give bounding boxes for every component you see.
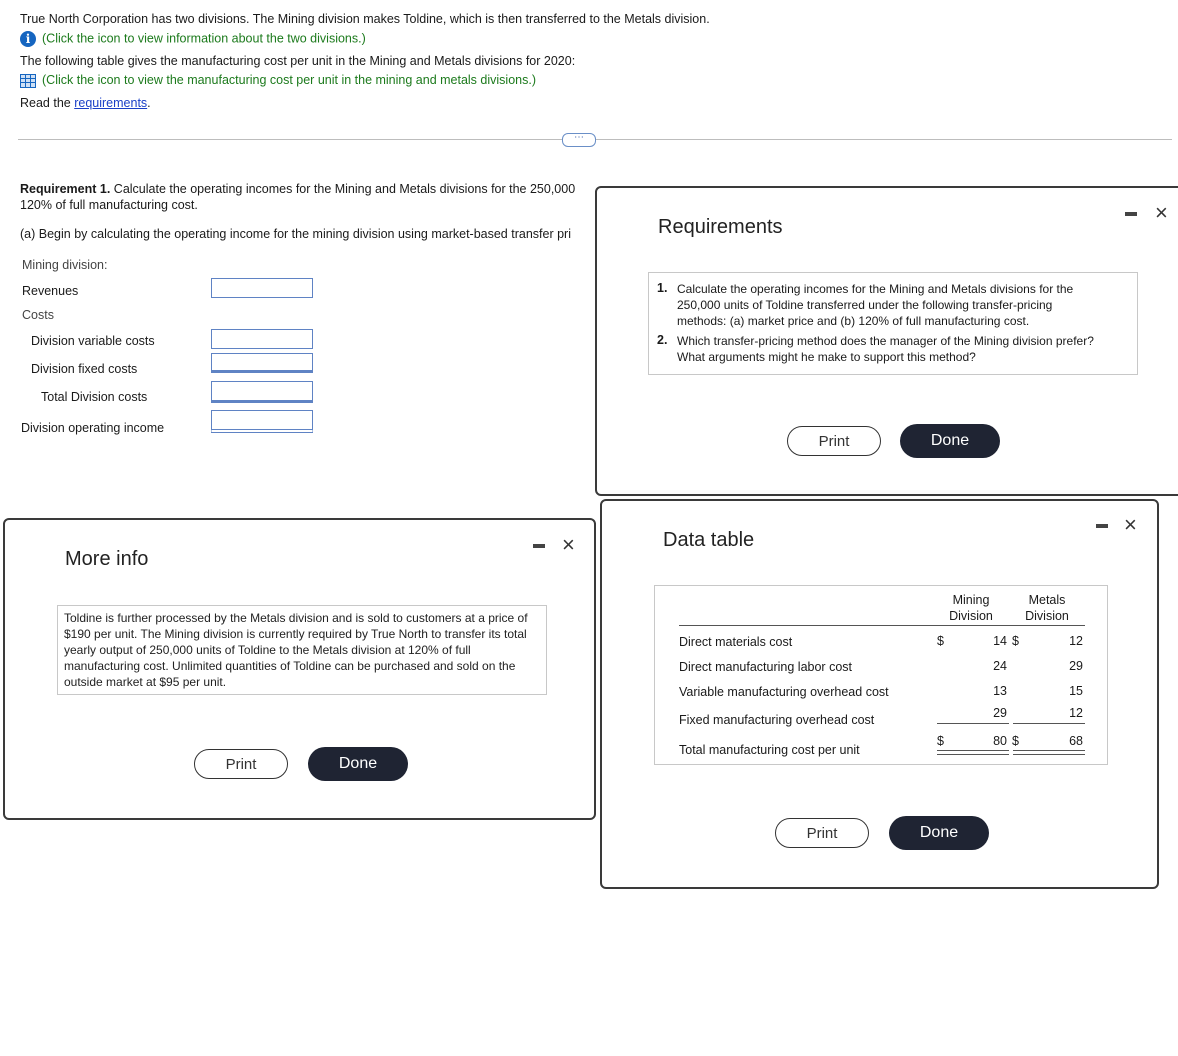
table-cell-currency: $ <box>1012 634 1019 648</box>
table-row-label: Variable manufacturing overhead cost <box>679 685 889 699</box>
minimize-icon[interactable] <box>533 544 545 548</box>
req2-line1: Which transfer-pricing method does the manager of the Mining division prefer? <box>677 334 1094 348</box>
close-icon[interactable]: × <box>1124 512 1137 537</box>
fixed-costs-input[interactable] <box>211 353 313 373</box>
more-info-modal <box>3 518 596 820</box>
table-icon[interactable] <box>20 74 36 88</box>
read-requirements-row <box>20 96 151 110</box>
info-icon[interactable]: i <box>20 31 36 47</box>
table-cell-currency: $ <box>937 734 944 748</box>
minimize-icon[interactable] <box>1125 212 1137 216</box>
print-button[interactable]: Print <box>775 818 869 848</box>
table-cell-mining: 24 <box>993 659 1007 673</box>
header-metals-line1: Metals <box>1028 593 1066 607</box>
req1-line2: 250,000 units of Toldine transferred under the following transfer-pricing <box>677 298 1053 312</box>
table-row-label: Direct materials cost <box>679 635 793 649</box>
intro-line1: True North Corporation has two divisions. The Mining division makes Toldine, which is then transferred to the Metals division. <box>20 12 710 26</box>
operating-income-input[interactable] <box>211 410 313 433</box>
table-cell-mining: 80 <box>993 734 1007 748</box>
revenues-label: Revenues <box>22 284 79 298</box>
req1-num: 1. <box>657 281 668 295</box>
costs-label: Costs <box>22 308 54 322</box>
requirements-title: Requirements <box>658 216 783 238</box>
table-cell-currency: $ <box>937 634 944 648</box>
variable-costs-label: Division variable costs <box>31 334 155 348</box>
requirements-link[interactable]: requirements <box>74 96 148 110</box>
header-metals-line2: Division <box>1025 609 1069 623</box>
requirements-modal <box>595 186 1178 496</box>
close-icon[interactable]: × <box>562 532 575 557</box>
requirements-list <box>648 272 1138 375</box>
header-metals <box>1019 592 1075 624</box>
total-double-rule-metals <box>1013 750 1085 755</box>
minimize-icon[interactable] <box>1096 524 1108 528</box>
total-double-rule-mining <box>937 750 1009 755</box>
total-costs-input[interactable] <box>211 381 313 403</box>
operating-income-label: Division operating income <box>21 421 165 435</box>
req1-text <box>677 281 1073 329</box>
requirement1-line2: 120% of full manufacturing cost. <box>20 198 198 212</box>
print-button[interactable]: Print <box>194 749 288 779</box>
revenues-input[interactable] <box>211 278 313 298</box>
info-link-row[interactable] <box>20 31 366 47</box>
data-table-modal <box>600 499 1159 889</box>
req1-line3: methods: (a) market price and (b) 120% of full manufacturing cost. <box>677 314 1030 328</box>
requirement1-heading <box>20 182 575 196</box>
done-button[interactable]: Done <box>308 747 408 781</box>
done-button[interactable]: Done <box>889 816 989 850</box>
header-rule <box>679 625 1085 626</box>
header-mining <box>945 592 997 624</box>
table-cell-metals: 29 <box>1069 659 1083 673</box>
read-suffix: . <box>147 96 151 110</box>
more-info-text: Toldine is further processed by the Metals division and is sold to customers at a price of $190 per unit. The Mining division is currently required by True North to transfer its total yearly output of 250,000 units of Toldine to the Metals division at 120% of full manufacturing cost. Unlimited quantities of Toldine can be purchased and sold on the outside market at $95 per unit. <box>57 605 547 695</box>
table-row-label: Direct manufacturing labor cost <box>679 660 852 674</box>
requirement1-text: Calculate the operating incomes for the Mining and Metals divisions for the 250,000 <box>110 182 576 196</box>
req2-line2: What arguments might he make to support this method? <box>677 350 976 364</box>
subtotal-rule-metals <box>1013 723 1085 724</box>
part-a-text: (a) Begin by calculating the operating income for the mining division using market-based transfer pri <box>20 227 571 241</box>
form-section-label: Mining division: <box>22 258 108 272</box>
expand-button[interactable]: ⋯ <box>562 133 596 147</box>
print-button[interactable]: Print <box>787 426 881 456</box>
table-link-row[interactable] <box>20 73 536 88</box>
total-costs-label: Total Division costs <box>41 390 148 404</box>
header-mining-line2: Division <box>949 609 993 623</box>
req2-text <box>677 333 1094 365</box>
data-table <box>654 585 1108 765</box>
table-cell-metals: 12 <box>1069 706 1083 720</box>
table-cell-mining: 14 <box>993 634 1007 648</box>
done-button[interactable]: Done <box>900 424 1000 458</box>
variable-costs-input[interactable] <box>211 329 313 349</box>
req2-num: 2. <box>657 333 668 347</box>
data-table-title: Data table <box>663 529 755 551</box>
info-link-text[interactable]: (Click the icon to view information about the two divisions.) <box>42 31 366 46</box>
table-cell-mining: 13 <box>993 684 1007 698</box>
more-info-title: More info <box>65 548 149 570</box>
table-cell-mining: 29 <box>993 706 1007 720</box>
table-cell-metals: 68 <box>1069 734 1083 748</box>
req1-line1: Calculate the operating incomes for the Mining and Metals divisions for the <box>677 282 1074 296</box>
requirement1-bold: Requirement 1. <box>20 182 111 196</box>
read-prefix: Read the <box>20 96 75 110</box>
table-row-label: Fixed manufacturing overhead cost <box>679 713 875 727</box>
fixed-costs-label: Division fixed costs <box>31 362 138 376</box>
table-row-label: Total manufacturing cost per unit <box>679 743 860 757</box>
subtotal-rule-mining <box>937 723 1009 724</box>
table-cell-metals: 12 <box>1069 634 1083 648</box>
header-mining-line1: Mining <box>952 593 990 607</box>
close-icon[interactable]: × <box>1155 200 1168 225</box>
intro-line2: The following table gives the manufacturing cost per unit in the Mining and Metals divisions for 2020: <box>20 54 576 68</box>
table-link-text[interactable]: (Click the icon to view the manufacturing cost per unit in the mining and metals divisions.) <box>42 73 536 87</box>
table-cell-currency: $ <box>1012 734 1019 748</box>
table-cell-metals: 15 <box>1069 684 1083 698</box>
